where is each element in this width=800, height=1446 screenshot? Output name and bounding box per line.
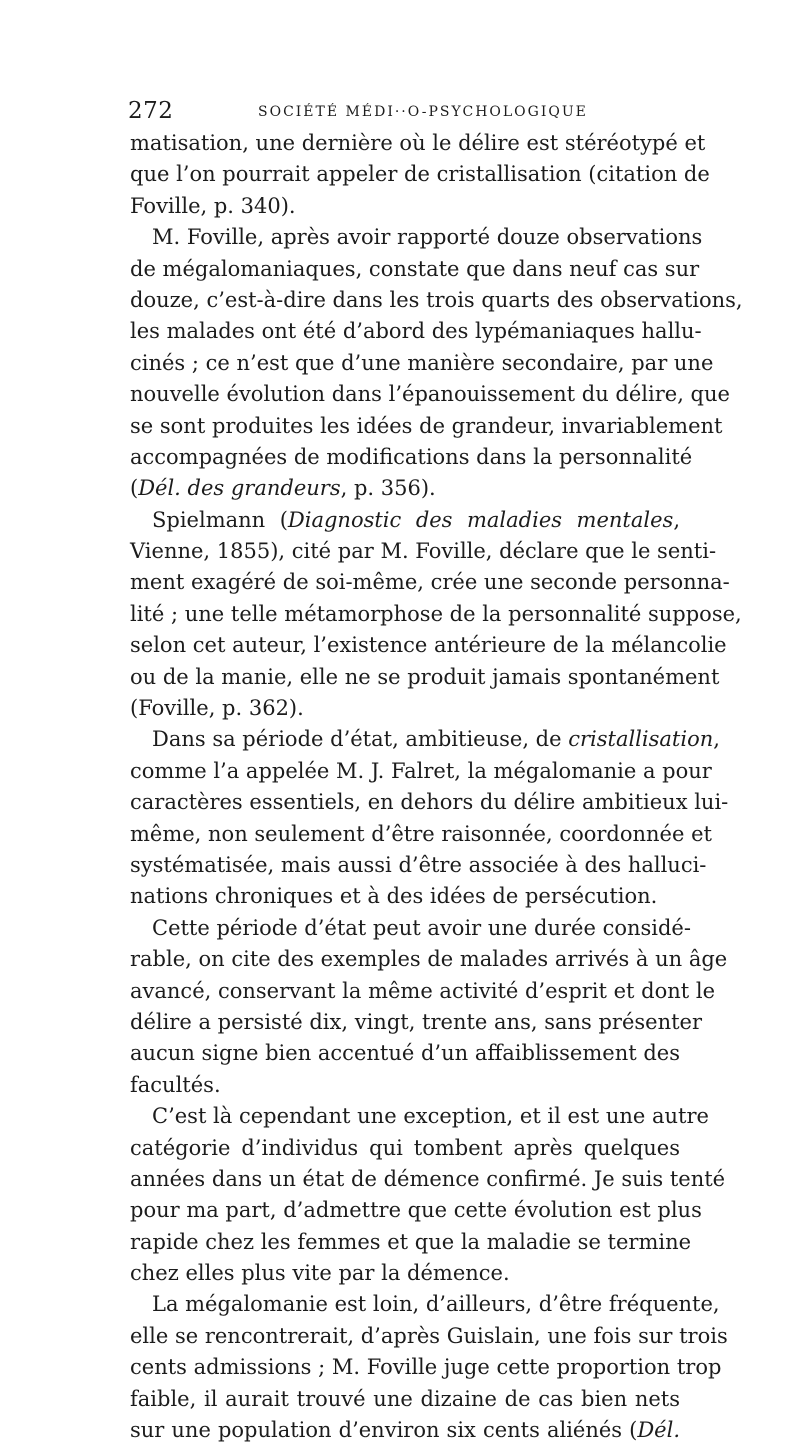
text-line-32: C’est là cependant une exception, et il est une autre (152, 1104, 709, 1129)
text-line-12: (Dél. des grandeurs, p. 356). (130, 476, 436, 501)
text-line-38: La mégalomanie est loin, d’ailleurs, d’être fréquente, (152, 1292, 720, 1317)
text-line-28: avancé, conservant la même activité d’esprit et dont le (130, 978, 716, 1003)
text-line-42: sur une population d’environ six cents aliénés (Dél. (130, 1418, 680, 1443)
text-line-40: cents admissions ; M. Foville juge cette proportion trop (130, 1355, 722, 1380)
citation-title: Diagnostic des maladies mentales (287, 507, 674, 532)
text-line-41: faible, il aurait trouvé une dizaine de cas bien nets (130, 1386, 680, 1411)
text-line-2: que l’on pourrait appeler de cristallisation (citation de (130, 162, 710, 187)
text-line-25: nations chroniques et à des idées de persécution. (130, 884, 658, 909)
text-line-39: elle se rencontrerait, d’après Guislain, une fois sur trois (130, 1323, 728, 1348)
text-line-9: nouvelle évolution dans l’épanouissement du délire, que (130, 382, 730, 407)
text-line-7: les malades ont été d’abord des lypémaniaques hallu- (130, 319, 702, 344)
body-text (130, 128, 743, 1446)
running-head (128, 96, 680, 126)
text-line-13: Spielmann (Diagnostic des maladies mentales, (152, 507, 680, 532)
text-line-26: Cette période d’état peut avoir une durée considé- (152, 915, 691, 940)
text-line-4: M. Foville, après avoir rapporté douze observations (152, 225, 703, 250)
text-line-33: catégorie d’individus qui tombent après quelques (130, 1135, 680, 1160)
text-line-23: même, non seulement d’être raisonnée, coordonnée et (130, 821, 712, 846)
text-line-5: de mégalomaniaques, constate que dans neuf cas sur (130, 256, 700, 281)
text-line-8: cinés ; ce n’est que d’une manière secondaire, par une (130, 350, 714, 375)
text-line-14: Vienne, 1855), cité par M. Foville, déclare que le senti- (130, 539, 717, 564)
text-line-31: facultés. (130, 1072, 221, 1097)
running-head-title: SOCIÉTÉ MÉDI··O-PSYCHOLOGIQUE (258, 104, 588, 120)
text-line-17: selon cet auteur, l’existence antérieure de la mélancolie (130, 633, 727, 658)
text-line-27: rable, on cite des exemples de malades arrivés à un âge (130, 947, 728, 972)
page-number: 272 (128, 98, 174, 124)
emphasis-term: cristallisation (568, 727, 714, 752)
citation-title: Dél. des grandeurs (138, 476, 341, 501)
text-line-6: douze, c’est-à-dire dans les trois quarts des observations, (130, 287, 743, 312)
text-line-22: caractères essentiels, en dehors du délire ambitieux lui- (130, 790, 729, 815)
text-line-37: chez elles plus vite par la démence. (130, 1261, 510, 1286)
citation-title: Dél. (637, 1418, 680, 1443)
text-line-20: Dans sa période d’état, ambitieuse, de cristallisation, (152, 727, 720, 752)
text-line-15: ment exagéré de soi-même, crée une seconde personna- (130, 570, 730, 595)
text-line-18: ou de la manie, elle ne se produit jamais spontanément (130, 664, 720, 689)
text-line-35: pour ma part, d’admettre que cette évolution est plus (130, 1198, 702, 1223)
text-line-30: aucun signe bien accentué d’un affaiblissement des (130, 1041, 680, 1066)
text-line-21: comme l’a appelée M. J. Falret, la mégalomanie a pour (130, 758, 712, 783)
text-line-24: systématisée, mais aussi d’être associée à des halluci- (130, 852, 707, 877)
text-line-29: délire a persisté dix, vingt, trente ans, sans présenter (130, 1009, 703, 1034)
text-line-1: matisation, une dernière où le délire est stéréotypé et (130, 131, 706, 155)
text-line-36: rapide chez les femmes et que la maladie se termine (130, 1229, 692, 1254)
text-line-19: (Foville, p. 362). (130, 696, 304, 721)
text-line-34: années dans un état de démence confirmé. Je suis tenté (130, 1166, 726, 1191)
text-line-3: Foville, p. 340). (130, 193, 296, 218)
text-line-11: accompagnées de modifications dans la personnalité (130, 444, 693, 469)
text-line-16: lité ; une telle métamorphose de la personnalité suppose, (130, 601, 742, 626)
text-line-10: se sont produites les idées de grandeur, invariablement (130, 413, 723, 438)
